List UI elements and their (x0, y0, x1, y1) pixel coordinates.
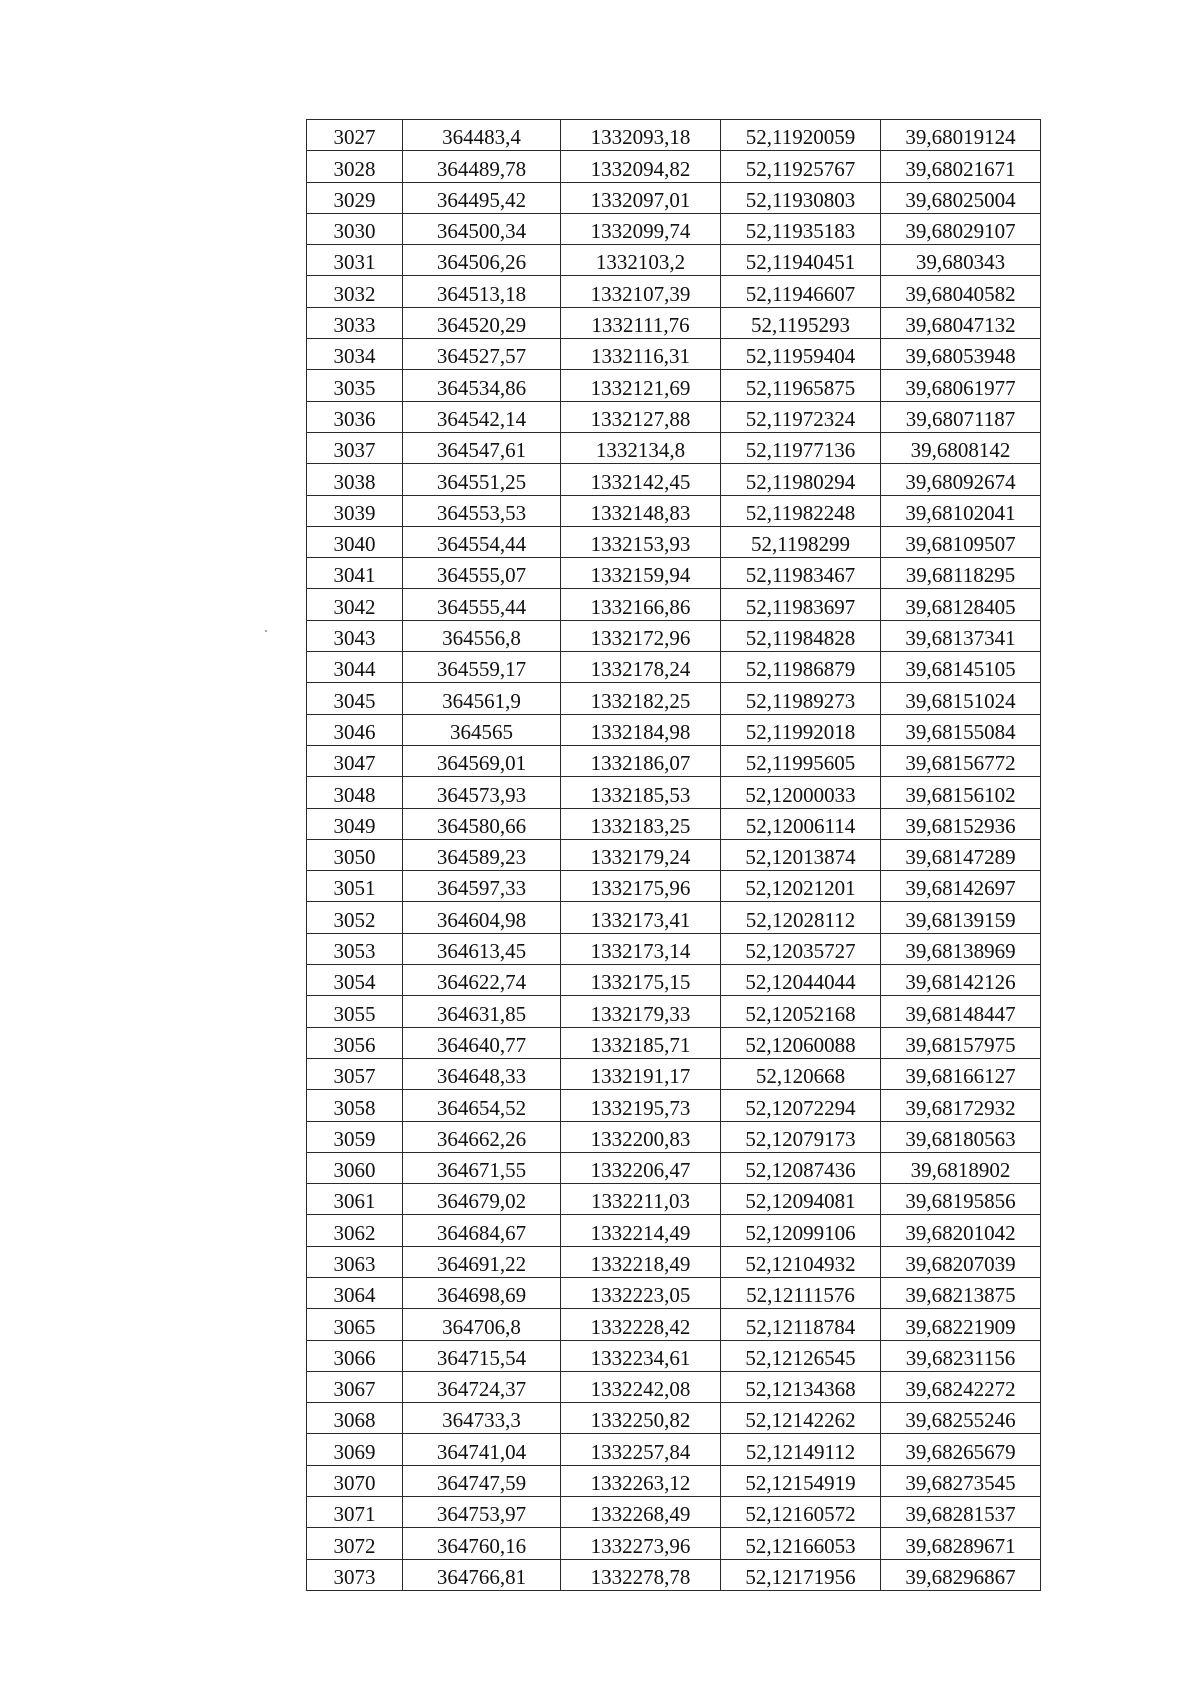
y-coordinate-cell: 1332211,03 (561, 1184, 721, 1215)
x-coordinate-cell: 364706,8 (403, 1309, 561, 1340)
table-row (307, 589, 1041, 620)
y-coordinate-cell: 1332175,15 (561, 965, 721, 996)
latitude-cell: 52,12079173 (721, 1121, 881, 1152)
y-coordinate-cell: 1332142,45 (561, 464, 721, 495)
longitude-cell: 39,68092674 (881, 464, 1041, 495)
latitude-cell: 52,12142262 (721, 1403, 881, 1434)
table-row (307, 652, 1041, 683)
point-number-cell: 3059 (307, 1121, 403, 1152)
longitude-cell: 39,68151024 (881, 683, 1041, 714)
longitude-cell: 39,68255246 (881, 1403, 1041, 1434)
y-coordinate-cell: 1332148,83 (561, 495, 721, 526)
y-coordinate-cell: 1332116,31 (561, 339, 721, 370)
longitude-cell: 39,68155084 (881, 714, 1041, 745)
y-coordinate-cell: 1332214,49 (561, 1215, 721, 1246)
y-coordinate-cell: 1332206,47 (561, 1152, 721, 1183)
longitude-cell: 39,68142126 (881, 965, 1041, 996)
table-row (307, 1528, 1041, 1559)
y-coordinate-cell: 1332185,53 (561, 777, 721, 808)
y-coordinate-cell: 1332228,42 (561, 1309, 721, 1340)
table-row (307, 1465, 1041, 1496)
longitude-cell: 39,68128405 (881, 589, 1041, 620)
longitude-cell: 39,68221909 (881, 1309, 1041, 1340)
point-number-cell: 3041 (307, 558, 403, 589)
longitude-cell: 39,6818902 (881, 1152, 1041, 1183)
table-row (307, 151, 1041, 182)
y-coordinate-cell: 1332134,8 (561, 432, 721, 463)
table-row (307, 1058, 1041, 1089)
point-number-cell: 3056 (307, 1027, 403, 1058)
y-coordinate-cell: 1332273,96 (561, 1528, 721, 1559)
table-row (307, 714, 1041, 745)
y-coordinate-cell: 1332278,78 (561, 1559, 721, 1590)
table-row (307, 464, 1041, 495)
longitude-cell: 39,68053948 (881, 339, 1041, 370)
point-number-cell: 3050 (307, 839, 403, 870)
longitude-cell: 39,68142697 (881, 871, 1041, 902)
latitude-cell: 52,12126545 (721, 1340, 881, 1371)
longitude-cell: 39,680343 (881, 245, 1041, 276)
point-number-cell: 3028 (307, 151, 403, 182)
y-coordinate-cell: 1332223,05 (561, 1277, 721, 1308)
x-coordinate-cell: 364604,98 (403, 902, 561, 933)
latitude-cell: 52,11983467 (721, 558, 881, 589)
x-coordinate-cell: 364724,37 (403, 1371, 561, 1402)
latitude-cell: 52,11925767 (721, 151, 881, 182)
table-row (307, 401, 1041, 432)
longitude-cell: 39,68109507 (881, 526, 1041, 557)
x-coordinate-cell: 364483,4 (403, 120, 561, 151)
longitude-cell: 39,68145105 (881, 652, 1041, 683)
y-coordinate-cell: 1332159,94 (561, 558, 721, 589)
x-coordinate-cell: 364654,52 (403, 1090, 561, 1121)
point-number-cell: 3058 (307, 1090, 403, 1121)
point-number-cell: 3045 (307, 683, 403, 714)
longitude-cell: 39,68137341 (881, 620, 1041, 651)
x-coordinate-cell: 364662,26 (403, 1121, 561, 1152)
table-row (307, 1184, 1041, 1215)
longitude-cell: 39,68102041 (881, 495, 1041, 526)
x-coordinate-cell: 364555,44 (403, 589, 561, 620)
latitude-cell: 52,12028112 (721, 902, 881, 933)
longitude-cell: 39,68019124 (881, 120, 1041, 151)
y-coordinate-cell: 1332186,07 (561, 745, 721, 776)
longitude-cell: 39,68040582 (881, 276, 1041, 307)
latitude-cell: 52,12035727 (721, 933, 881, 964)
longitude-cell: 39,68071187 (881, 401, 1041, 432)
point-number-cell: 3043 (307, 620, 403, 651)
x-coordinate-cell: 364561,9 (403, 683, 561, 714)
table-row (307, 526, 1041, 557)
y-coordinate-cell: 1332257,84 (561, 1434, 721, 1465)
x-coordinate-cell: 364733,3 (403, 1403, 561, 1434)
point-number-cell: 3040 (307, 526, 403, 557)
y-coordinate-cell: 1332184,98 (561, 714, 721, 745)
y-coordinate-cell: 1332166,86 (561, 589, 721, 620)
y-coordinate-cell: 1332185,71 (561, 1027, 721, 1058)
point-number-cell: 3031 (307, 245, 403, 276)
longitude-cell: 39,68296867 (881, 1559, 1041, 1590)
table-row (307, 339, 1041, 370)
table-row (307, 965, 1041, 996)
point-number-cell: 3072 (307, 1528, 403, 1559)
latitude-cell: 52,12044044 (721, 965, 881, 996)
latitude-cell: 52,12087436 (721, 1152, 881, 1183)
x-coordinate-cell: 364565 (403, 714, 561, 745)
longitude-cell: 39,68157975 (881, 1027, 1041, 1058)
latitude-cell: 52,12021201 (721, 871, 881, 902)
latitude-cell: 52,12104932 (721, 1246, 881, 1277)
longitude-cell: 39,68289671 (881, 1528, 1041, 1559)
latitude-cell: 52,11984828 (721, 620, 881, 651)
longitude-cell: 39,68265679 (881, 1434, 1041, 1465)
x-coordinate-cell: 364554,44 (403, 526, 561, 557)
latitude-cell: 52,11930803 (721, 182, 881, 213)
point-number-cell: 3048 (307, 777, 403, 808)
longitude-cell: 39,68281537 (881, 1497, 1041, 1528)
longitude-cell: 39,68195856 (881, 1184, 1041, 1215)
x-coordinate-cell: 364684,67 (403, 1215, 561, 1246)
latitude-cell: 52,12111576 (721, 1277, 881, 1308)
x-coordinate-cell: 364513,18 (403, 276, 561, 307)
latitude-cell: 52,12013874 (721, 839, 881, 870)
x-coordinate-cell: 364589,23 (403, 839, 561, 870)
point-number-cell: 3036 (307, 401, 403, 432)
y-coordinate-cell: 1332127,88 (561, 401, 721, 432)
point-number-cell: 3062 (307, 1215, 403, 1246)
point-number-cell: 3053 (307, 933, 403, 964)
point-number-cell: 3033 (307, 307, 403, 338)
x-coordinate-cell: 364547,61 (403, 432, 561, 463)
coordinates-table (306, 119, 1041, 1591)
latitude-cell: 52,12154919 (721, 1465, 881, 1496)
table-row (307, 1309, 1041, 1340)
y-coordinate-cell: 1332172,96 (561, 620, 721, 651)
latitude-cell: 52,11972324 (721, 401, 881, 432)
longitude-cell: 39,68047132 (881, 307, 1041, 338)
table-row (307, 1371, 1041, 1402)
longitude-cell: 39,68138969 (881, 933, 1041, 964)
x-coordinate-cell: 364622,74 (403, 965, 561, 996)
coordinates-table-body (307, 120, 1041, 1591)
latitude-cell: 52,12099106 (721, 1215, 881, 1246)
y-coordinate-cell: 1332111,76 (561, 307, 721, 338)
latitude-cell: 52,11920059 (721, 120, 881, 151)
x-coordinate-cell: 364648,33 (403, 1058, 561, 1089)
longitude-cell: 39,68139159 (881, 902, 1041, 933)
y-coordinate-cell: 1332182,25 (561, 683, 721, 714)
table-row (307, 1090, 1041, 1121)
y-coordinate-cell: 1332195,73 (561, 1090, 721, 1121)
longitude-cell: 39,68207039 (881, 1246, 1041, 1277)
point-number-cell: 3046 (307, 714, 403, 745)
table-row (307, 495, 1041, 526)
x-coordinate-cell: 364559,17 (403, 652, 561, 683)
longitude-cell: 39,68061977 (881, 370, 1041, 401)
table-row (307, 1340, 1041, 1371)
longitude-cell: 39,68152936 (881, 808, 1041, 839)
latitude-cell: 52,12149112 (721, 1434, 881, 1465)
latitude-cell: 52,12134368 (721, 1371, 881, 1402)
x-coordinate-cell: 364741,04 (403, 1434, 561, 1465)
x-coordinate-cell: 364534,86 (403, 370, 561, 401)
longitude-cell: 39,68147289 (881, 839, 1041, 870)
longitude-cell: 39,68025004 (881, 182, 1041, 213)
table-row (307, 777, 1041, 808)
longitude-cell: 39,68021671 (881, 151, 1041, 182)
table-row (307, 120, 1041, 151)
latitude-cell: 52,12060088 (721, 1027, 881, 1058)
table-row (307, 745, 1041, 776)
x-coordinate-cell: 364715,54 (403, 1340, 561, 1371)
table-row (307, 1121, 1041, 1152)
y-coordinate-cell: 1332179,24 (561, 839, 721, 870)
x-coordinate-cell: 364760,16 (403, 1528, 561, 1559)
point-number-cell: 3032 (307, 276, 403, 307)
latitude-cell: 52,11946607 (721, 276, 881, 307)
table-row (307, 808, 1041, 839)
point-number-cell: 3060 (307, 1152, 403, 1183)
table-row (307, 871, 1041, 902)
point-number-cell: 3027 (307, 120, 403, 151)
scan-speck (265, 630, 267, 632)
point-number-cell: 3034 (307, 339, 403, 370)
latitude-cell: 52,12166053 (721, 1528, 881, 1559)
point-number-cell: 3039 (307, 495, 403, 526)
latitude-cell: 52,11982248 (721, 495, 881, 526)
x-coordinate-cell: 364500,34 (403, 213, 561, 244)
latitude-cell: 52,12072294 (721, 1090, 881, 1121)
longitude-cell: 39,68166127 (881, 1058, 1041, 1089)
table-row (307, 683, 1041, 714)
point-number-cell: 3044 (307, 652, 403, 683)
latitude-cell: 52,1198299 (721, 526, 881, 557)
longitude-cell: 39,68201042 (881, 1215, 1041, 1246)
x-coordinate-cell: 364527,57 (403, 339, 561, 370)
point-number-cell: 3035 (307, 370, 403, 401)
x-coordinate-cell: 364489,78 (403, 151, 561, 182)
latitude-cell: 52,1195293 (721, 307, 881, 338)
table-row (307, 213, 1041, 244)
x-coordinate-cell: 364542,14 (403, 401, 561, 432)
point-number-cell: 3047 (307, 745, 403, 776)
table-row (307, 245, 1041, 276)
x-coordinate-cell: 364766,81 (403, 1559, 561, 1590)
x-coordinate-cell: 364506,26 (403, 245, 561, 276)
point-number-cell: 3042 (307, 589, 403, 620)
point-number-cell: 3054 (307, 965, 403, 996)
y-coordinate-cell: 1332093,18 (561, 120, 721, 151)
table-row (307, 902, 1041, 933)
point-number-cell: 3052 (307, 902, 403, 933)
longitude-cell: 39,68213875 (881, 1277, 1041, 1308)
x-coordinate-cell: 364631,85 (403, 996, 561, 1027)
point-number-cell: 3067 (307, 1371, 403, 1402)
latitude-cell: 52,12118784 (721, 1309, 881, 1340)
latitude-cell: 52,11986879 (721, 652, 881, 683)
latitude-cell: 52,11980294 (721, 464, 881, 495)
point-number-cell: 3061 (307, 1184, 403, 1215)
longitude-cell: 39,68180563 (881, 1121, 1041, 1152)
x-coordinate-cell: 364679,02 (403, 1184, 561, 1215)
table-row (307, 1152, 1041, 1183)
latitude-cell: 52,12000033 (721, 777, 881, 808)
table-row (307, 432, 1041, 463)
x-coordinate-cell: 364597,33 (403, 871, 561, 902)
latitude-cell: 52,11940451 (721, 245, 881, 276)
latitude-cell: 52,12171956 (721, 1559, 881, 1590)
y-coordinate-cell: 1332179,33 (561, 996, 721, 1027)
table-row (307, 839, 1041, 870)
latitude-cell: 52,11992018 (721, 714, 881, 745)
y-coordinate-cell: 1332153,93 (561, 526, 721, 557)
x-coordinate-cell: 364555,07 (403, 558, 561, 589)
table-row (307, 370, 1041, 401)
x-coordinate-cell: 364573,93 (403, 777, 561, 808)
point-number-cell: 3071 (307, 1497, 403, 1528)
point-number-cell: 3069 (307, 1434, 403, 1465)
x-coordinate-cell: 364753,97 (403, 1497, 561, 1528)
longitude-cell: 39,68156102 (881, 777, 1041, 808)
point-number-cell: 3063 (307, 1246, 403, 1277)
y-coordinate-cell: 1332103,2 (561, 245, 721, 276)
table-row (307, 276, 1041, 307)
y-coordinate-cell: 1332234,61 (561, 1340, 721, 1371)
point-number-cell: 3049 (307, 808, 403, 839)
x-coordinate-cell: 364580,66 (403, 808, 561, 839)
x-coordinate-cell: 364671,55 (403, 1152, 561, 1183)
x-coordinate-cell: 364747,59 (403, 1465, 561, 1496)
table-row (307, 558, 1041, 589)
latitude-cell: 52,12052168 (721, 996, 881, 1027)
x-coordinate-cell: 364640,77 (403, 1027, 561, 1058)
point-number-cell: 3037 (307, 432, 403, 463)
table-row (307, 182, 1041, 213)
latitude-cell: 52,120668 (721, 1058, 881, 1089)
longitude-cell: 39,68029107 (881, 213, 1041, 244)
longitude-cell: 39,68231156 (881, 1340, 1041, 1371)
y-coordinate-cell: 1332121,69 (561, 370, 721, 401)
latitude-cell: 52,12006114 (721, 808, 881, 839)
y-coordinate-cell: 1332263,12 (561, 1465, 721, 1496)
latitude-cell: 52,11977136 (721, 432, 881, 463)
latitude-cell: 52,11965875 (721, 370, 881, 401)
table-row (307, 620, 1041, 651)
x-coordinate-cell: 364569,01 (403, 745, 561, 776)
x-coordinate-cell: 364698,69 (403, 1277, 561, 1308)
longitude-cell: 39,68148447 (881, 996, 1041, 1027)
table-row (307, 1559, 1041, 1590)
table-row (307, 933, 1041, 964)
point-number-cell: 3070 (307, 1465, 403, 1496)
y-coordinate-cell: 1332250,82 (561, 1403, 721, 1434)
latitude-cell: 52,11995605 (721, 745, 881, 776)
x-coordinate-cell: 364556,8 (403, 620, 561, 651)
table-row (307, 1246, 1041, 1277)
y-coordinate-cell: 1332107,39 (561, 276, 721, 307)
table-row (307, 996, 1041, 1027)
longitude-cell: 39,68273545 (881, 1465, 1041, 1496)
y-coordinate-cell: 1332183,25 (561, 808, 721, 839)
y-coordinate-cell: 1332094,82 (561, 151, 721, 182)
y-coordinate-cell: 1332200,83 (561, 1121, 721, 1152)
point-number-cell: 3029 (307, 182, 403, 213)
y-coordinate-cell: 1332173,14 (561, 933, 721, 964)
table-row (307, 1027, 1041, 1058)
point-number-cell: 3030 (307, 213, 403, 244)
table-row (307, 1434, 1041, 1465)
point-number-cell: 3038 (307, 464, 403, 495)
latitude-cell: 52,11935183 (721, 213, 881, 244)
point-number-cell: 3055 (307, 996, 403, 1027)
longitude-cell: 39,6808142 (881, 432, 1041, 463)
point-number-cell: 3051 (307, 871, 403, 902)
longitude-cell: 39,68172932 (881, 1090, 1041, 1121)
y-coordinate-cell: 1332175,96 (561, 871, 721, 902)
table-row (307, 1403, 1041, 1434)
x-coordinate-cell: 364495,42 (403, 182, 561, 213)
point-number-cell: 3065 (307, 1309, 403, 1340)
y-coordinate-cell: 1332099,74 (561, 213, 721, 244)
x-coordinate-cell: 364613,45 (403, 933, 561, 964)
table-row (307, 1215, 1041, 1246)
y-coordinate-cell: 1332242,08 (561, 1371, 721, 1402)
y-coordinate-cell: 1332173,41 (561, 902, 721, 933)
y-coordinate-cell: 1332097,01 (561, 182, 721, 213)
longitude-cell: 39,68156772 (881, 745, 1041, 776)
longitude-cell: 39,68118295 (881, 558, 1041, 589)
table-row (307, 1497, 1041, 1528)
latitude-cell: 52,11959404 (721, 339, 881, 370)
table-row (307, 1277, 1041, 1308)
x-coordinate-cell: 364691,22 (403, 1246, 561, 1277)
y-coordinate-cell: 1332178,24 (561, 652, 721, 683)
latitude-cell: 52,11989273 (721, 683, 881, 714)
point-number-cell: 3066 (307, 1340, 403, 1371)
x-coordinate-cell: 364553,53 (403, 495, 561, 526)
table-row (307, 307, 1041, 338)
point-number-cell: 3057 (307, 1058, 403, 1089)
y-coordinate-cell: 1332191,17 (561, 1058, 721, 1089)
longitude-cell: 39,68242272 (881, 1371, 1041, 1402)
y-coordinate-cell: 1332268,49 (561, 1497, 721, 1528)
x-coordinate-cell: 364551,25 (403, 464, 561, 495)
point-number-cell: 3064 (307, 1277, 403, 1308)
point-number-cell: 3068 (307, 1403, 403, 1434)
latitude-cell: 52,12160572 (721, 1497, 881, 1528)
point-number-cell: 3073 (307, 1559, 403, 1590)
latitude-cell: 52,11983697 (721, 589, 881, 620)
y-coordinate-cell: 1332218,49 (561, 1246, 721, 1277)
x-coordinate-cell: 364520,29 (403, 307, 561, 338)
latitude-cell: 52,12094081 (721, 1184, 881, 1215)
